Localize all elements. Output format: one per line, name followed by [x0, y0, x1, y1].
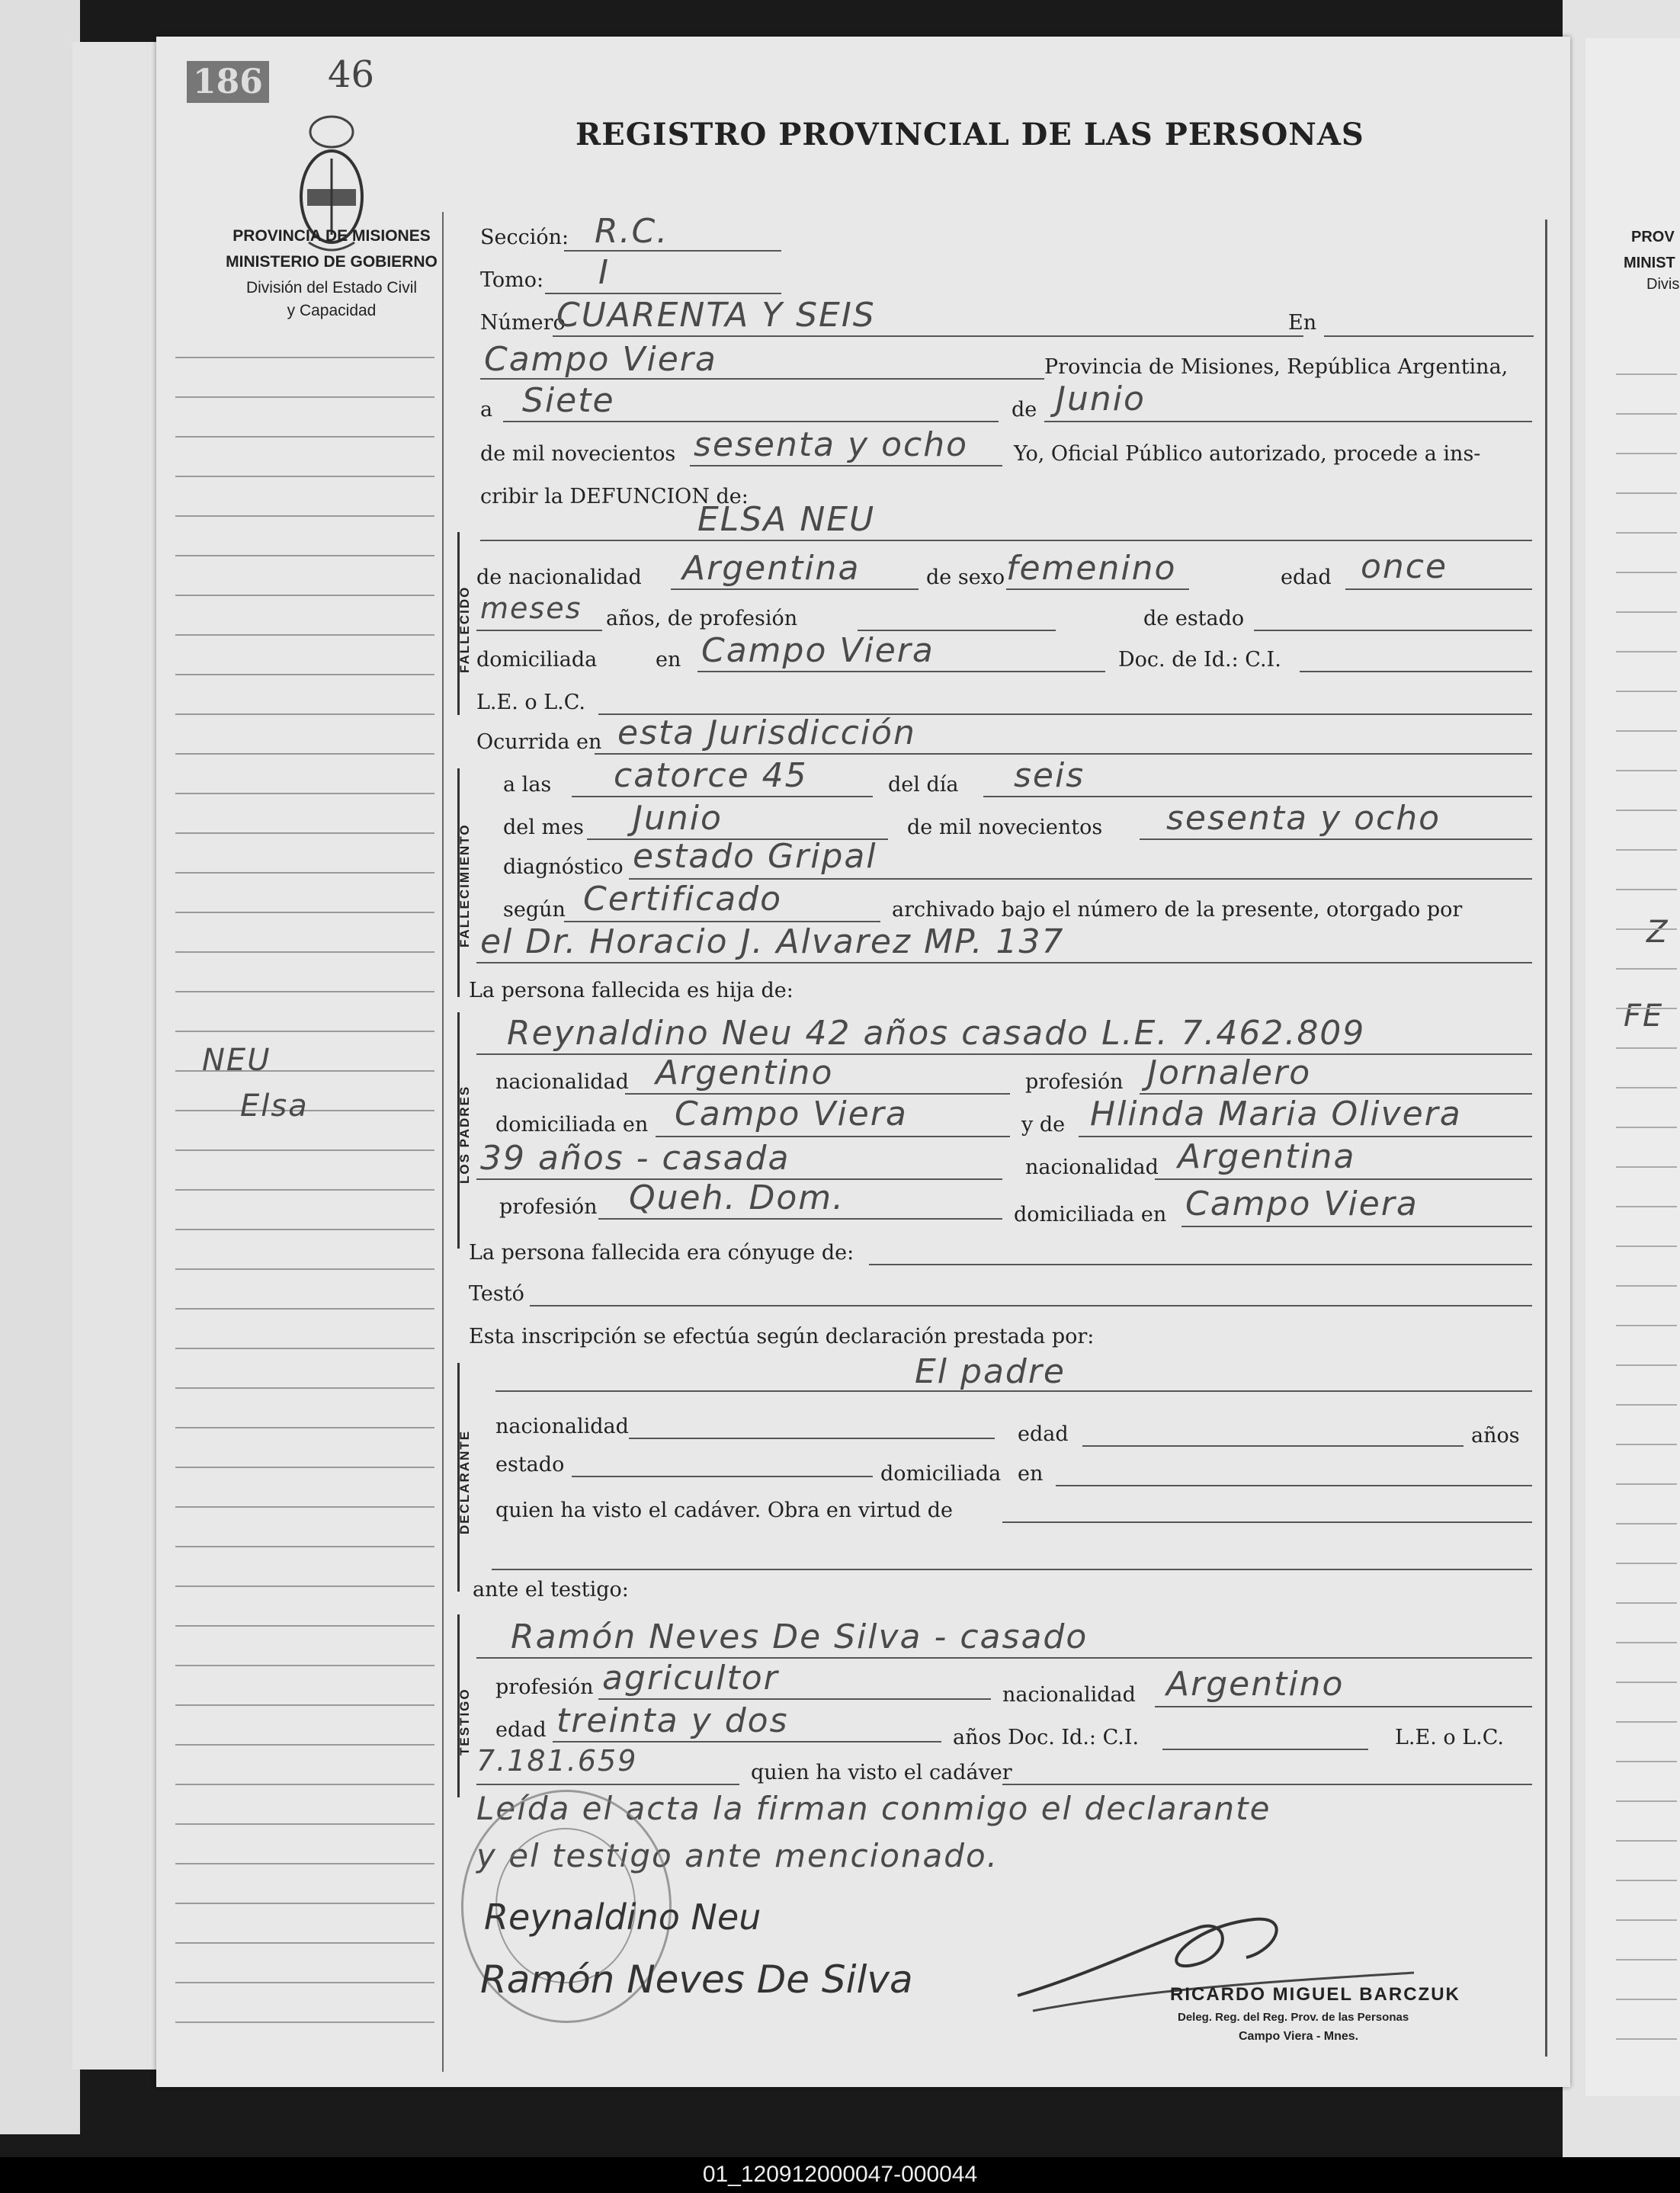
mil-label: de mil novecientos [480, 442, 676, 466]
ocurrida-value: esta Jurisdicción [617, 713, 916, 752]
right-page-text-3: Divis [1646, 276, 1680, 293]
margin-rule [175, 1149, 434, 1151]
madre-profesion-label: profesión [499, 1195, 598, 1219]
next-page-rule [1616, 849, 1677, 851]
margin-rule [175, 832, 434, 834]
numero-line [553, 335, 1303, 337]
margin-name: Elsa [240, 1088, 309, 1124]
next-page-rule [1616, 1721, 1677, 1723]
margin-rule [175, 1308, 434, 1310]
numero-label: Número [480, 311, 566, 335]
page-title: REGISTRO PROVINCIAL DE LAS PERSONAS [575, 117, 1364, 152]
fallecido-name: ELSA NEU [697, 500, 876, 539]
padre-nacionalidad-value: Argentino [656, 1053, 834, 1092]
declarante-domicilio-line [1056, 1485, 1532, 1486]
hora-value: catorce 45 [614, 756, 808, 795]
next-page-rule [1616, 1008, 1677, 1009]
conyuge-line [869, 1264, 1532, 1265]
anio-value: sesenta y ocho [694, 425, 969, 464]
tomo-label: Tomo: [480, 268, 544, 292]
declarante-edad-label: edad [1018, 1422, 1069, 1446]
margin-rule [175, 912, 434, 913]
ministry-label: MINISTERIO DE GOBIERNO [226, 253, 438, 271]
padre-profesion-label: profesión [1025, 1070, 1124, 1094]
tomo-line [545, 293, 781, 294]
margin-rule [175, 634, 434, 636]
ante-testigo-text: ante el testigo: [473, 1578, 629, 1601]
testigo-nacionalidad-line [1155, 1706, 1532, 1707]
next-page-rule [1616, 1206, 1677, 1207]
doc-label: Doc. de Id.: C.I. [1118, 648, 1281, 672]
padre-nacionalidad-label: nacionalidad [495, 1070, 629, 1094]
next-page-rule [1616, 1682, 1677, 1683]
testigo-visto-text: quien ha visto el cadáver [751, 1761, 1012, 1784]
madre-profesion-value: Queh. Dom. [629, 1178, 845, 1217]
declarante-domiciliada-label: domiciliada [880, 1462, 1002, 1486]
margin-rule [175, 396, 434, 398]
dia-line [503, 421, 999, 422]
testigo-doc-number-line [476, 1784, 739, 1785]
margin-rule [175, 436, 434, 438]
hija-text: La persona fallecida es hija de: [469, 979, 794, 1002]
margin-rule [175, 476, 434, 477]
testigo-doc-number: 7.181.659 [476, 1744, 638, 1778]
margin-rule [175, 515, 434, 517]
madre-nacionalidad-label: nacionalidad [1025, 1156, 1159, 1179]
margin-rule [175, 1506, 434, 1508]
closing-line-2: y el testigo ante mencionado. [476, 1837, 999, 1874]
testo-label: Testó [469, 1282, 524, 1306]
madre-edad-value: 39 años - casada [480, 1139, 790, 1178]
next-page-rule [1616, 374, 1677, 375]
medico-line [476, 962, 1532, 963]
madre-profesion-line [598, 1218, 1002, 1220]
margin-rule [175, 1863, 434, 1864]
inscribir-text: cribir la DEFUNCION de: [480, 485, 749, 508]
next-page-rule [1616, 968, 1677, 970]
next-page-rule [1616, 810, 1677, 811]
edad-value: once [1361, 547, 1448, 586]
next-page-rule [1616, 1642, 1677, 1643]
next-page-rule [1616, 770, 1677, 771]
domiciliado-label: domiciliada [476, 648, 598, 672]
next-page-rule [1616, 1840, 1677, 1842]
anio-line [690, 465, 1002, 466]
margin-rule [175, 1189, 434, 1191]
margin-rule [175, 1467, 434, 1468]
margin-rule [175, 2021, 434, 2023]
testigo-section-label: TESTIGO [457, 1688, 472, 1755]
fallecido-section-label: FALLECIDO [457, 585, 472, 673]
declarante-visto-text: quien ha visto el cadáver. Obra en virtud de [495, 1499, 954, 1522]
margin-rule [175, 753, 434, 755]
next-page-rule [1616, 1047, 1677, 1049]
right-page-mark-1: Z [1646, 915, 1669, 950]
next-page-rule [1616, 1444, 1677, 1445]
padre-line [476, 1053, 1532, 1055]
segun-label: según [503, 898, 566, 922]
dia-line-2 [983, 796, 1532, 797]
margin-surname: NEU [202, 1043, 271, 1078]
next-page-rule [1616, 453, 1677, 454]
next-page-rule [1616, 1404, 1677, 1406]
diagnostico-label: diagnóstico [503, 855, 624, 879]
official-signature-icon [1002, 1896, 1429, 2026]
ocurrida-label: Ocurrida en [476, 730, 602, 754]
next-page-rule [1616, 1087, 1677, 1088]
declarante-section-label: DECLARANTE [457, 1429, 472, 1534]
margin-rule [175, 1665, 434, 1666]
division-label: División del Estado Civil [245, 279, 418, 297]
right-page-mark-2: FE [1624, 999, 1664, 1034]
next-page-rule [1616, 889, 1677, 890]
margin-rule [175, 1031, 434, 1032]
meses-line [476, 630, 602, 631]
next-page-rule [1616, 1602, 1677, 1604]
seccion-label: Sección: [480, 226, 569, 249]
testigo-nacionalidad-value: Argentino [1166, 1665, 1345, 1704]
meses-value: meses [480, 592, 582, 625]
next-page-rule [1616, 1959, 1677, 1961]
dia-value-2: seis [1014, 756, 1085, 795]
testigo-visto-line [1002, 1784, 1532, 1785]
book-binding [72, 42, 158, 2070]
next-page-rule [1616, 1563, 1677, 1564]
declarante-obra-line [1002, 1521, 1532, 1523]
next-page-rule [1616, 1127, 1677, 1128]
edad-label: edad [1281, 566, 1332, 589]
segun-value: Certificado [583, 880, 783, 919]
nacionalidad-value: Argentina [682, 549, 861, 588]
margin-rule [175, 1823, 434, 1825]
hora-line [572, 796, 873, 797]
official-title: Deleg. Reg. del Reg. Prov. de las Personas [1178, 2011, 1409, 2024]
diagnostico-value: estado Gripal [633, 837, 877, 876]
mil-label-2: de mil novecientos [907, 816, 1103, 839]
medico-value: el Dr. Horacio J. Alvarez MP. 137 [480, 922, 1065, 961]
le-label: L.E. o L.C. [476, 691, 586, 714]
sexo-label: de sexo [926, 566, 1005, 589]
next-page-rule [1616, 413, 1677, 415]
doc-line [1300, 671, 1532, 672]
domicilio-value: Campo Viera [701, 631, 935, 670]
en-line [1324, 335, 1534, 337]
domicilio-line [697, 671, 1105, 672]
declarante-nacionalidad-label: nacionalidad [495, 1415, 629, 1438]
margin-rule [175, 793, 434, 794]
madre-domicilio-line [1181, 1226, 1532, 1227]
en-label: En [1288, 311, 1317, 335]
testigo-profesion-label: profesión [495, 1675, 594, 1699]
padres-section-label: LOS PADRES [457, 1085, 472, 1184]
margin-rule [175, 1387, 434, 1389]
declarante-intro-text: Esta inscripción se efectúa según declaración prestada por: [469, 1325, 1095, 1348]
testo-line [530, 1305, 1532, 1307]
numero-value: CUARENTA Y SEIS [556, 296, 876, 335]
next-page-rule [1616, 1761, 1677, 1762]
a-las-label: a las [503, 773, 552, 797]
margin-rule [175, 595, 434, 596]
next-page-rule [1616, 1285, 1677, 1287]
padre-domicilio-value: Campo Viera [675, 1095, 908, 1133]
yo-text: Yo, Oficial Público autorizado, procede a ins- [1014, 442, 1481, 466]
next-page-rule [1616, 691, 1677, 692]
next-page-rule [1616, 1364, 1677, 1366]
testigo-edad-label: edad [495, 1718, 547, 1742]
next-page-rule [1616, 611, 1677, 613]
testigo-doc-line [1162, 1749, 1368, 1750]
image-id-label: 01_120912000047-000044 [702, 2162, 978, 2187]
margin-rule [175, 1427, 434, 1428]
official-place: Campo Viera - Mnes. [1239, 2030, 1359, 2043]
testigo-name: Ramón Neves De Silva - casado [511, 1617, 1088, 1656]
padre-profesion-value: Jornalero [1147, 1053, 1312, 1092]
next-page [1585, 38, 1680, 2096]
margin-rule [175, 555, 434, 556]
nacionalidad-line [671, 588, 919, 590]
y-de-label: y de [1021, 1113, 1066, 1137]
testigo-anios-doc-label: años Doc. Id.: C.I. [953, 1726, 1140, 1749]
edad-line [1345, 588, 1532, 590]
tomo-value: I [598, 253, 610, 292]
next-page-rule [1616, 1523, 1677, 1525]
official-name: RICARDO MIGUEL BARCZUK [1170, 1984, 1460, 2005]
padre-domicilio-line [656, 1136, 1010, 1137]
margin-rule [175, 1546, 434, 1547]
next-page-rule [1616, 1800, 1677, 1802]
del-dia-label: del día [888, 773, 959, 797]
padre-value: Reynaldino Neu 42 años casado L.E. 7.462.809 [507, 1014, 1366, 1053]
a-label: a [480, 398, 493, 422]
declarante-estado-line [572, 1476, 873, 1477]
next-page-rule [1616, 1325, 1677, 1326]
margin-rule [175, 951, 434, 953]
declarante-en-label: en [1018, 1462, 1044, 1486]
mes-label: del mes [503, 816, 584, 839]
closing-line-1: Leída el acta la firman conmigo el declarante [476, 1790, 1271, 1827]
margin-rule [175, 1784, 434, 1785]
testigo-edad-value: treinta y dos [556, 1701, 789, 1740]
margin-rule [175, 1982, 434, 1983]
conyuge-text: La persona fallecida era cónyuge de: [469, 1241, 854, 1265]
signature-declarante: Reynaldino Neu [484, 1896, 761, 1938]
testigo-edad-line [553, 1741, 941, 1743]
madre-domiciliada-label: domiciliada en [1014, 1203, 1167, 1226]
declarante-nacionalidad-line [629, 1438, 995, 1439]
mes-line [1044, 421, 1532, 422]
testigo-profesion-line [598, 1698, 991, 1700]
archivado-text: archivado bajo el número de la presente, otorgado por [892, 898, 1463, 922]
margin-rule [175, 1229, 434, 1230]
next-page-rule [1616, 572, 1677, 573]
margin-rule [175, 1348, 434, 1349]
estado-label: de estado [1143, 607, 1245, 630]
de-label: de [1012, 398, 1037, 422]
margin-rule [175, 872, 434, 874]
testigo-nacionalidad-label: nacionalidad [1002, 1683, 1136, 1707]
next-page-rule [1616, 2038, 1677, 2040]
madre-value: Hlinda Maria Olivera [1090, 1095, 1462, 1133]
margin-rule [175, 1942, 434, 1944]
mes-value: Junio [1056, 380, 1146, 418]
division-label-2: y Capacidad [287, 302, 377, 319]
fallecimiento-section-label: FALLECIMIENTO [457, 823, 472, 947]
place-value: Campo Viera [484, 340, 717, 379]
next-page-rule [1616, 492, 1677, 494]
sexo-value: femenino [1006, 549, 1177, 588]
signature-testigo: Ramón Neves De Silva [480, 1957, 913, 2002]
anio-line-2 [1140, 838, 1532, 840]
testigo-le-label: L.E. o L.C. [1395, 1726, 1505, 1749]
folio-number: 46 [328, 53, 375, 96]
provincia-text: Provincia de Misiones, República Argentina, [1044, 355, 1508, 379]
left-background [0, 0, 80, 2134]
right-page-text-1: PROV [1631, 229, 1675, 245]
column-divider [442, 212, 444, 2072]
next-page-rule [1616, 1246, 1677, 1247]
margin-rule [175, 1585, 434, 1587]
next-page-rule [1616, 928, 1677, 930]
estado-line [1254, 630, 1532, 631]
margin-rule [175, 674, 434, 675]
next-page-rule [1616, 730, 1677, 732]
next-page-rule [1616, 1880, 1677, 1881]
declarante-estado-label: estado [495, 1453, 565, 1476]
right-border [1545, 220, 1547, 2057]
domicilio-en-label: en [656, 648, 681, 672]
right-page-text-2: MINIST [1624, 255, 1675, 271]
margin-rule [175, 1704, 434, 1706]
margin-rule [175, 1625, 434, 1627]
stamp-number: 186 [187, 61, 269, 103]
margin-rule [175, 1903, 434, 1904]
padre-domiciliada-label: domiciliada en [495, 1113, 649, 1137]
declarante-name: El padre [915, 1352, 1066, 1391]
declarante-anios-label: años [1471, 1424, 1520, 1448]
province-label: PROVINCIA DE MISIONES [232, 227, 431, 245]
seccion-value: R.C. [595, 212, 669, 251]
ocurrida-line [595, 753, 1532, 755]
next-page-rule [1616, 1483, 1677, 1485]
testigo-profesion-value: agricultor [602, 1659, 779, 1698]
margin-rule [175, 991, 434, 992]
declarante-extra-line [492, 1569, 1532, 1570]
document-page [156, 37, 1570, 2087]
nacionalidad-label: de nacionalidad [476, 566, 642, 589]
madre-nacionalidad-value: Argentina [1178, 1137, 1356, 1176]
next-page-rule [1616, 1999, 1677, 2000]
declarante-edad-line [1082, 1445, 1464, 1447]
next-page-rule [1616, 1919, 1677, 1921]
sexo-line [1006, 588, 1189, 590]
next-page-rule [1616, 651, 1677, 652]
mes-value-2: Junio [633, 799, 723, 838]
margin-rule [175, 713, 434, 715]
fallecido-name-line [480, 540, 1532, 541]
margin-rule [175, 357, 434, 358]
next-page-rule [1616, 1166, 1677, 1168]
dia-value: Siete [522, 381, 615, 420]
next-page-rule [1616, 532, 1677, 534]
anio-value-2: sesenta y ocho [1166, 799, 1441, 838]
margin-rule [175, 1744, 434, 1746]
anios-label: años, de profesión [606, 607, 798, 630]
madre-nacionalidad-line [1155, 1178, 1532, 1180]
margin-rule [175, 1268, 434, 1270]
madre-domicilio-value: Campo Viera [1185, 1185, 1419, 1223]
